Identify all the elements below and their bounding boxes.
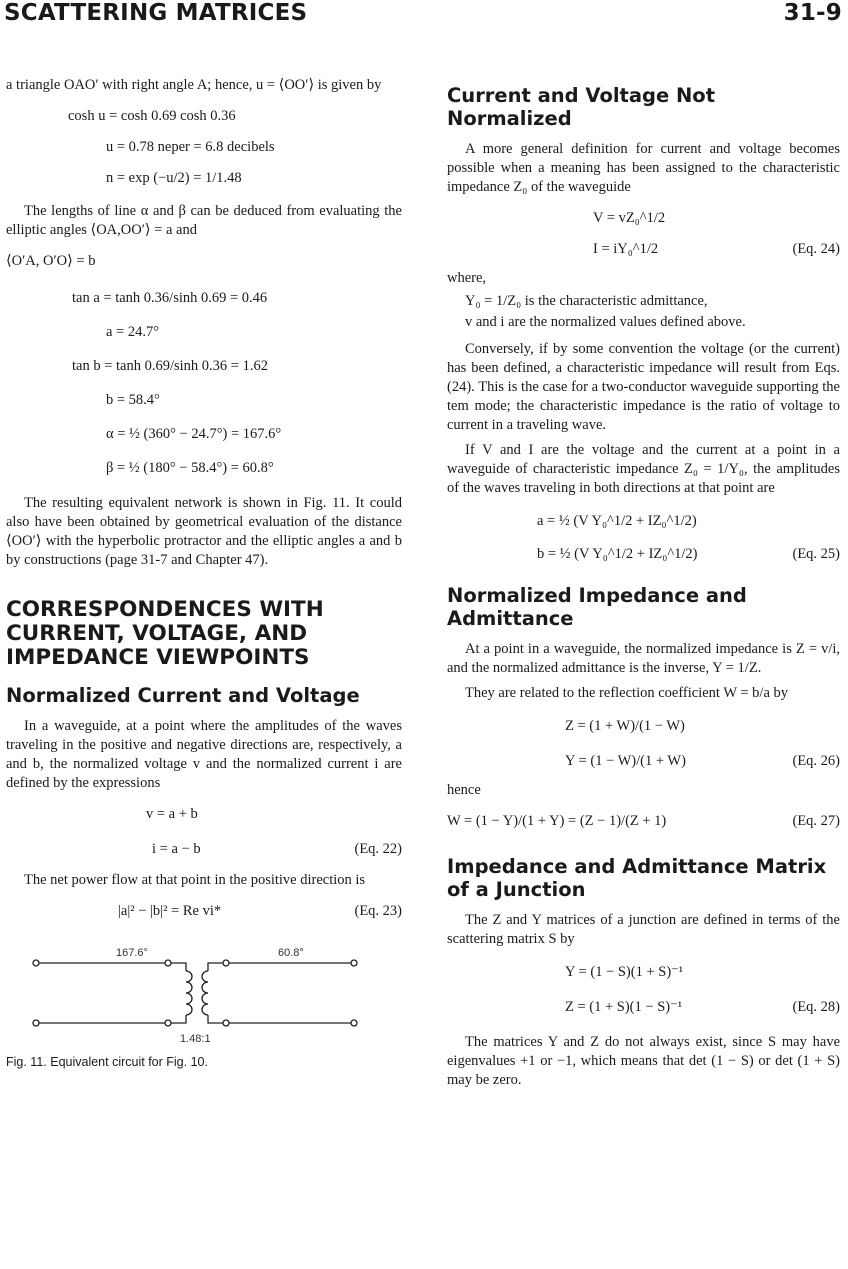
- equation-beta: β = ½ (180° − 58.4°) = 60.8°: [106, 460, 274, 476]
- figure-equivalent-circuit: [6, 941, 402, 1051]
- equation-25-row: [447, 539, 840, 570]
- definition-normalized-values: v and i are the normalized values defined above.: [465, 314, 746, 330]
- equation-power: |a|² − |b|² = Re vi*: [118, 903, 222, 919]
- paragraph-waveguide: In a waveguide, at a point where the amplitudes of the waves traveling in the positive and negative directions are, respectively, a and b, the normalized voltage v and the normalized current i are defined by the expressions: [6, 718, 402, 791]
- equation-a-value: a = 24.7°: [106, 324, 160, 340]
- chapter-title: SCATTERING MATRICES: [4, 0, 308, 26]
- equation-26-number: (Eq. 26): [792, 753, 840, 769]
- label-ratio: 1.48:1: [180, 1033, 211, 1045]
- equation-u-value: u = 0.78 neper = 6.8 decibels: [106, 139, 275, 155]
- equation-I: I = iY₀^1/2: [593, 241, 659, 257]
- intro-paragraph: a triangle OAO′ with right angle A; hence, u = ⟨OO′⟩ is given by: [6, 77, 382, 93]
- equation-22-row: [6, 834, 402, 865]
- equation-a: a = ½ (V Y₀^1/2 + IZ₀^1/2): [537, 513, 697, 529]
- equation-24-row: [447, 234, 840, 265]
- equation-Z: Z = (1 + W)/(1 − W): [565, 718, 685, 734]
- equation-23-number: (Eq. 23): [354, 903, 402, 919]
- equation-W: W = (1 − Y)/(1 + Y) = (Z − 1)/(Z + 1): [447, 813, 667, 829]
- paragraph-general-definition: A more general definition for current and voltage becomes possible when a meaning has been assigned to the characteristic impedance Z₀ of the waveguide: [447, 141, 840, 195]
- section-heading: CORRESPONDENCES WITH CURRENT, VOLTAGE, AND IMPEDANCE VIEWPOINTS: [6, 597, 324, 670]
- equation-28-number: (Eq. 28): [792, 999, 840, 1015]
- equation-tan-b: tan b = tanh 0.69/sinh 0.36 = 1.62: [72, 358, 268, 374]
- equation-n-value: n = exp (−u/2) = 1/1.48: [106, 170, 242, 186]
- heading-junction-matrix: Impedance and Admittance Matrix of a Junction: [447, 855, 827, 901]
- equation-v: v = a + b: [146, 806, 198, 822]
- heading-normalized-impedance: Normalized Impedance and Admittance: [447, 584, 747, 630]
- where-label: where,: [447, 270, 487, 286]
- hence-label: hence: [447, 782, 481, 798]
- equation-23-row: [6, 896, 402, 927]
- heading-not-normalized: Current and Voltage Not Normalized: [447, 84, 716, 130]
- equation-25-number: (Eq. 25): [792, 546, 840, 562]
- paragraph-power: The net power flow at that point in the positive direction is: [24, 872, 366, 888]
- equation-Z-matrix: Z = (1 + S)(1 − S)⁻¹: [565, 999, 683, 1015]
- paragraph-conversely: Conversely, if by some convention the voltage (or the current) has been defined, a characteristic impedance will result from Eqs. (24). This is the case for a two-conductor waveguide supporting the tem mode; the characteristic impedance is the ratio of voltage to current in a traveling wave.: [447, 341, 840, 433]
- paragraph-voltage-current: If V and I are the voltage and the current at a point in a waveguide of characteristic impedance Z₀ = 1/Y₀, the amplitudes of the waves traveling in both directions at that point are: [447, 442, 840, 496]
- equation-b-value: b = 58.4°: [106, 392, 160, 408]
- equation-tan-a: tan a = tanh 0.36/sinh 0.69 = 0.46: [72, 290, 268, 306]
- equation-24-number: (Eq. 24): [792, 241, 840, 257]
- figure-caption: Fig. 11. Equivalent circuit for Fig. 10.: [6, 1055, 208, 1069]
- equation-27-row: [447, 806, 840, 837]
- equation-28-row: [447, 992, 840, 1023]
- paragraph-normalized-impedance: At a point in a waveguide, the normalized impedance is Z = v/i, and the normalized admittance is the inverse, Y = 1/Z.: [447, 641, 840, 676]
- equation-alpha: α = ½ (360° − 24.7°) = 167.6°: [106, 426, 282, 442]
- equation-b-definition: ⟨O′A, O′O⟩ = b: [6, 253, 96, 269]
- equation-26-row: [447, 746, 840, 777]
- equation-cosh-u: cosh u = cosh 0.69 cosh 0.36: [68, 108, 236, 124]
- left-column: [6, 76, 402, 1069]
- right-column: [447, 76, 840, 1096]
- definition-admittance: Y₀ = 1/Z₀ is the characteristic admittance,: [465, 293, 708, 309]
- paragraph-matrix-definition: The Z and Y matrices of a junction are defined in terms of the scattering matrix S by: [447, 912, 840, 947]
- definitions-list: [447, 292, 840, 332]
- paragraph-reflection: They are related to the reflection coefficient W = b/a by: [465, 685, 789, 701]
- equation-Y-matrix: Y = (1 − S)(1 + S)⁻¹: [565, 964, 684, 980]
- paragraph-lengths: The lengths of line α and β can be deduced from evaluating the elliptic angles ⟨OA,OO′⟩ = a and: [6, 203, 402, 238]
- running-head: [4, 0, 842, 30]
- paragraph-network: The resulting equivalent network is shown in Fig. 11. It could also have been obtained by geometrical evaluation of the distance ⟨OO′⟩ with the hyperbolic protractor and the elliptic angles a and b by constructions (page 31-7 and Chapter 47).: [6, 495, 402, 568]
- label-left-angle: 167.6°: [116, 947, 148, 959]
- equation-22-number: (Eq. 22): [354, 841, 402, 857]
- equation-V: V = vZ₀^1/2: [593, 210, 666, 226]
- subheading-normalized-current: Normalized Current and Voltage: [6, 684, 360, 707]
- equation-b: b = ½ (V Y₀^1/2 + IZ₀^1/2): [537, 546, 698, 562]
- paragraph-matrix-existence: The matrices Y and Z do not always exist, since S may have eigenvalues +1 or −1, which means that det (1 − S) or det (1 + S) may be zero.: [447, 1034, 840, 1088]
- equation-i: i = a − b: [152, 841, 201, 857]
- label-right-angle: 60.8°: [278, 947, 304, 959]
- circuit-diagram: [30, 941, 370, 1047]
- equation-Y: Y = (1 − W)/(1 + W): [565, 753, 686, 769]
- page-number: 31-9: [783, 0, 842, 26]
- equation-27-number: (Eq. 27): [792, 813, 840, 829]
